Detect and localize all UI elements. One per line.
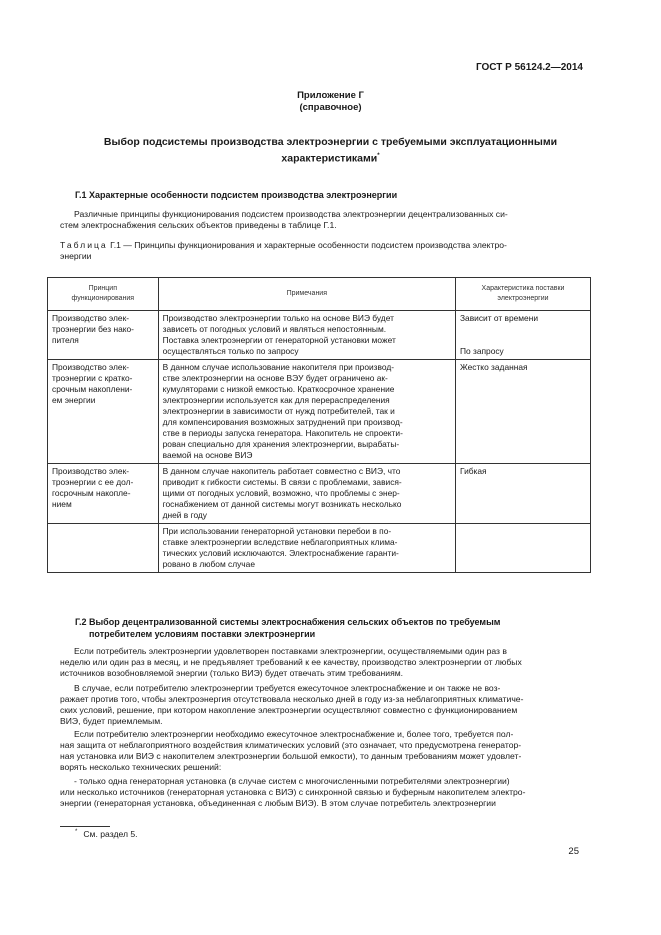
cell-text: пителя — [52, 335, 79, 345]
text-line: ворять несколько технических решений: — [60, 762, 222, 772]
cell-text: Зависит от времени — [460, 313, 538, 323]
section2-paragraph-4 — [60, 776, 586, 809]
table-header-row — [48, 278, 591, 311]
cell-text: Жестко заданная — [460, 362, 528, 372]
appendix-subtitle: (справочное) — [299, 102, 362, 113]
cell-text: Гибкая — [460, 466, 487, 476]
text-line: или несколько источников (генераторная установка с ВИЭ) с синхронной связью и буферным накопителем электро- — [60, 787, 526, 797]
table-caption-prefix: Таблица — [60, 240, 108, 250]
cell-text: По запросу — [460, 346, 504, 356]
cell-text: приводит к гибкости системы. В связи с проблемами, завися- — [162, 477, 402, 487]
standard-code: ГОСТ Р 56124.2—2014 — [475, 62, 583, 73]
cell-supply — [456, 360, 591, 464]
cell-supply — [456, 464, 591, 524]
header-notes: Примечания — [158, 278, 455, 311]
cell-text: Поставка электроэнергии от генераторной установки может — [162, 335, 396, 345]
text-line: ная установка или ВИЭ с накопителем электроэнергии большой емкости), то данным требованиям может удовлет- — [60, 751, 522, 761]
cell-text: троэнергии с ее дол- — [52, 477, 134, 487]
text-line: - только одна генераторная установка (в случае систем с многочисленными потребителями электроэнергии) — [74, 776, 510, 786]
main-title — [60, 135, 601, 166]
footnote-mark: * — [75, 829, 78, 836]
page-number: 25 — [568, 846, 579, 857]
cell-text: В данном случае накопитель работает совместно с ВИЭ, что — [162, 466, 401, 476]
principles-table — [47, 277, 591, 573]
footnote-ref-mark: * — [377, 153, 380, 159]
header-text: Принцип — [88, 285, 118, 292]
text-line: Различные принципы функционирования подсистем производства электроэнергии децентрализованных си- — [74, 209, 508, 219]
section2-heading-line1: Г.2 Выбор децентрализованной системы электроснабжения сельских объектов по требуемым — [75, 617, 501, 627]
text-line: источников возобновляемой энергии (только ВИЭ) будет отвечать этим требованиям. — [60, 668, 404, 678]
section2-paragraph-2 — [60, 683, 586, 727]
footnote-divider — [60, 826, 110, 827]
cell-text: ем энергии — [52, 395, 96, 405]
main-title-line2: характеристиками — [281, 152, 378, 165]
cell-text: Производство элек- — [52, 313, 130, 323]
text-line: ских условий, решение, при котором накопление электроэнергии осуществляют совместно с функционированием — [60, 705, 518, 715]
cell-text: Производство электроэнергии только на основе ВИЭ будет — [162, 313, 394, 323]
cell-text: ваемой на основе ВИЭ — [162, 450, 253, 460]
cell-principle — [48, 464, 159, 524]
section1-heading: Г.1 Характерные особенности подсистем производства электроэнергии — [75, 190, 398, 200]
header-principle — [48, 278, 159, 311]
cell-text: тических условий исключаются. Электроснабжение гаранти- — [162, 548, 399, 558]
cell-text: В данном случае использование накопителя при производ- — [162, 362, 395, 372]
main-title-line2-wrap — [60, 149, 601, 166]
cell-text: троэнергии с кратко- — [52, 373, 133, 383]
cell-text: госнабжением от данной системы могут возникать несколько — [162, 499, 402, 509]
appendix-title — [0, 90, 661, 114]
text-line: Если потребителю электроэнергии необходимо ежесуточное электроснабжение и, более того, требуется пол- — [74, 729, 514, 739]
cell-text: рован специально для хранения электроэнергии, вырабаты- — [162, 439, 400, 449]
text-line: энергии (генераторная установка, объединенная с любым ВИЭ). В этом случае потребитель электроэнергии — [60, 798, 496, 808]
section2-paragraph-1 — [60, 646, 586, 679]
cell-supply-empty — [456, 524, 591, 573]
text-line: неделю или один раз в месяц, и не предъявляет требований к ее качеству, производство электроэнергии от любых — [60, 657, 522, 667]
header-text: электроэнергии — [497, 295, 549, 302]
cell-spacer — [460, 324, 586, 335]
header-text: функционирования — [71, 295, 135, 302]
cell-notes — [158, 464, 455, 524]
cell-text: ровано в любом случае — [162, 559, 255, 569]
cell-text: стве в периоды запуска генератора. Накопитель не спроекти- — [162, 428, 403, 438]
cell-text: зависеть от погодных условий и являться непостоянным. — [162, 324, 387, 334]
footnote-text: См. раздел 5. — [83, 829, 138, 839]
table-row — [48, 464, 591, 524]
table-caption-text-2: энергии — [60, 251, 92, 261]
cell-text: нием — [52, 499, 72, 509]
cell-text: электроэнергии используется как для перераспределения — [162, 395, 390, 405]
cell-text: стве электроэнергии на основе ВЭУ будет ограничено ак- — [162, 373, 388, 383]
cell-notes — [158, 524, 455, 573]
cell-text: ставке электроэнергии вследствие неблагоприятных клима- — [162, 537, 398, 547]
text-line: ВИЭ, будет приемлемым. — [60, 716, 163, 726]
text-line: В случае, если потребителю электроэнергии требуется ежесуточное электроснабжение и он также не воз- — [74, 683, 501, 693]
cell-text: срочным накоплени- — [52, 384, 133, 394]
table-row — [48, 360, 591, 464]
cell-text: электроэнергии в зависимости от нужд потребителей, так и — [162, 406, 395, 416]
cell-text: дней в году — [162, 510, 207, 520]
cell-principle-empty — [48, 524, 159, 573]
section2-paragraph-3 — [60, 729, 586, 773]
text-line: Если потребитель электроэнергии удовлетворен поставками электроэнергии, осуществляемыми один раз в — [74, 646, 507, 656]
text-line: стем электроснабжения сельских объектов приведены в таблице Г.1. — [60, 220, 337, 230]
header-text: Характеристика поставки — [481, 285, 565, 292]
text-line: ная защита от неблагоприятного воздействия климатических условий (это означает, что предусмотрена генератор- — [60, 740, 522, 750]
section1-paragraph — [60, 209, 586, 231]
cell-spacer — [460, 335, 586, 346]
cell-text: госрочным накопле- — [52, 488, 131, 498]
text-line: ражает против того, чтобы электроэнергия отсутствовала несколько дней в году из-за неблагоприятных климатиче- — [60, 694, 524, 704]
section2-heading-line2: потребителем условиям поставки электроэнергии — [89, 629, 316, 639]
cell-text: щими от погодных условий, возможно, что проблемы с энер- — [162, 488, 400, 498]
footnote — [75, 829, 138, 839]
cell-supply — [456, 311, 591, 360]
cell-text: троэнергии без нако- — [52, 324, 134, 334]
cell-notes — [158, 360, 455, 464]
table-caption — [60, 240, 590, 262]
cell-text: Производство элек- — [52, 362, 130, 372]
cell-notes — [158, 311, 455, 360]
cell-text: Производство элек- — [52, 466, 130, 476]
table-caption-text: Г.1 — Принципы функционирования и характерные особенности подсистем производства электро- — [107, 240, 507, 250]
header-supply — [456, 278, 591, 311]
cell-principle — [48, 360, 159, 464]
appendix-label: Приложение Г — [297, 90, 364, 101]
cell-text: осуществляться только по запросу — [162, 346, 299, 356]
cell-principle — [48, 311, 159, 360]
table-row — [48, 524, 591, 573]
section2-heading — [75, 616, 595, 640]
main-title-line1: Выбор подсистемы производства электроэнергии с требуемыми эксплуатационными — [103, 136, 558, 148]
cell-text: кумуляторами с низкой емкостью. Краткосрочное хранение — [162, 384, 395, 394]
cell-text: При использовании генераторной установки перебои в по- — [162, 526, 392, 536]
cell-text: для компенсирования возможных затруднений при производ- — [162, 417, 403, 427]
table-row — [48, 311, 591, 360]
